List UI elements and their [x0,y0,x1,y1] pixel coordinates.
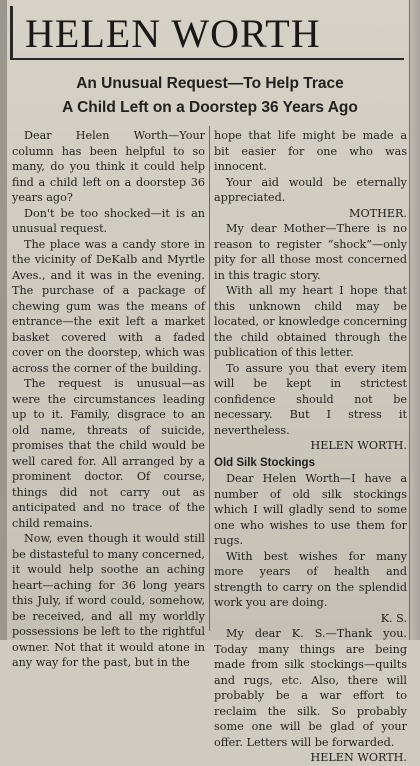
letter-paragraph: Dear Helen Worth—I have a number of old silk stockings which I will gladly send to some one who wishes to use them for rugs. [214,472,407,547]
column-divider [209,126,210,631]
signature-helen-worth: HELEN WORTH. [310,439,407,452]
reply-paragraph: My dear K. S.—Thank you. Today many things are being made from silk stockings—quilts and rugs, etc. Also, there will probably be a war effort to reclaim the silk. So probably some one will be glad of your offer. Letters will be forwarded. [214,627,407,749]
masthead-title: HELEN WORTH [25,11,321,56]
reply-paragraph: To assure you that every item will be kept in strictest confidence should not be necessary. But I stress it nevertheless. [214,361,407,437]
reply-paragraph: With all my heart I hope that this unknown child may be located, or knowledge concerning the child obtained through the publication of this letter. [214,284,407,359]
signature-ks: K. S. [380,611,407,625]
letter-paragraph: The request is unusual—as were the circumstances leading up to it. Family, disgrace to an old name, threats of suicide, promises that the child would be well cared for. All arranged by a prominent doctor. Of course, things did not carry out as anticipated and no trace of the child remains. [12,377,205,530]
letter-paragraph: Your aid would be eternally appreciated. [214,175,407,204]
page-edge-left [0,0,7,640]
signature-mother: MOTHER. [349,206,407,220]
headline-line-2: A Child Left on a Doorstep 36 Years Ago [62,99,358,116]
page-edge-right [409,0,420,640]
left-column [12,128,205,671]
letter-paragraph: Don't be too shocked—it is an unusual request. [12,206,205,235]
letter-paragraph: Dear Helen Worth—Your column has been helpful to so many, do you think it could help find a child left on a doorstep 36 years ago? [12,129,205,204]
signature-helen-worth-2: HELEN WORTH. [310,751,407,764]
reply-paragraph: My dear Mother—There is no reason to register “shock”—only pity for all those most concerned in this tragic story. [214,222,407,282]
letter-paragraph: hope that life might be made a bit easier for one who was innocent. [214,129,407,173]
headline-line-1: An Unusual Request—To Help Trace [76,75,344,92]
letter-paragraph: With best wishes for many more years of health and strength to carry on the splendid work you are doing. [214,549,407,609]
subhead-old-silk-stockings: Old Silk Stockings [214,456,315,469]
column-masthead [10,6,404,60]
letter-paragraph: Now, even though it would still be distasteful to many concerned, it would help soothe an aching heart—aching for 36 long years this July, if word could, somehow, be received, and all my worldly possessions be left to the rightful owner. Not that it would atone in any way for the past, but in the [12,532,205,669]
letter-paragraph: The place was a candy store in the vicinity of DeKalb and Myrtle Aves., and it was in the evening. The purchase of a package of chewing gum was the means of entrance—the exit left a market basket covered with a faded cover on the doorstep, which was across the corner of the building. [12,237,205,375]
right-column [214,128,407,766]
